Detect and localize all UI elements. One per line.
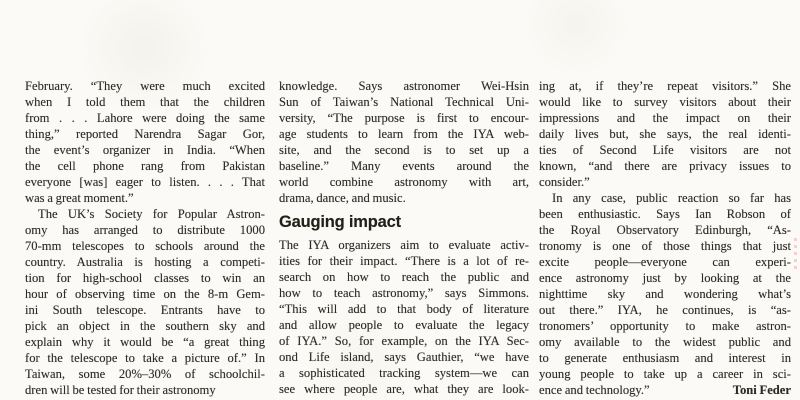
author-byline: Toni Feder — [732, 383, 791, 397]
article-columns — [25, 78, 791, 398]
text-line: was a great moment.” — [25, 191, 134, 205]
text-line: see where people are, what they are look- — [279, 382, 529, 396]
closing-text: ence and technology.” — [539, 383, 650, 397]
text-line: Taiwan, some 20%–30% of schoolchil- — [25, 367, 265, 381]
text-line: drama, dance, and music. — [279, 191, 406, 205]
closing-line — [539, 382, 791, 398]
text-line: search on how to reach the public and — [279, 270, 529, 284]
text-line: ini South telescope. Entrants have to — [25, 303, 265, 317]
text-line: 70-mm telescopes to schools around the — [25, 239, 265, 253]
text-line: “This will add to that body of literature — [279, 302, 529, 316]
text-line: known, “and there are privacy issues to — [539, 159, 791, 173]
text-line: February. “They were much excited — [25, 79, 265, 93]
text-line: knowledge. Says astronomer Wei-Hsin — [279, 79, 529, 93]
text-line: impressions and the impact on their — [539, 111, 791, 125]
text-line: nighttime sky and wondering what’s — [539, 287, 791, 301]
text-line: ities for their impact. “There is a lot of re- — [279, 254, 529, 268]
text-line: when I told them that the children — [25, 95, 265, 109]
text-line: tronomy is one of those things that just — [539, 239, 791, 253]
text-line: ing at, if they’re repeat visitors.” She — [539, 79, 791, 93]
text-line: pick an object in the southern sky and — [25, 319, 265, 333]
text-line: to generate enthusiasm and interest in — [539, 351, 791, 365]
text-line: Sun of Taiwan’s National Technical Uni- — [279, 95, 529, 109]
text-line: a sophisticated tracking system—we can — [279, 366, 529, 380]
text-line: excite people—everyone can experi- — [539, 255, 791, 269]
text-line: for the telescope to take a picture of.” In — [25, 351, 265, 365]
text-line: dren will be tested for their astronomy — [25, 383, 216, 397]
text-line: been enthusiastic. Says Ian Robson of — [539, 207, 791, 221]
text-line: daily lives but, she says, the real identi- — [539, 127, 791, 141]
text-line: young people to take up a career in sci- — [539, 367, 791, 381]
text-line: ond Life island, says Gauthier, “we have — [279, 350, 529, 364]
text-line: explain why it would be “a great thing — [25, 335, 265, 349]
text-line: everyone [was] eager to listen. . . . That — [25, 175, 265, 189]
section-heading: Gauging impact — [279, 213, 401, 231]
text-line: age students to learn from the IYA web- — [279, 127, 529, 141]
text-line: the cell phone rang from Pakistan — [25, 159, 265, 173]
text-line: In any case, public reaction so far has — [552, 191, 791, 205]
text-line: site, and the second is to set up a — [279, 143, 529, 157]
column-left — [25, 78, 265, 398]
scan-edge-artifact — [794, 238, 797, 272]
text-line: omy has arranged to distribute 1000 — [25, 223, 265, 237]
text-line: consider.” — [539, 175, 590, 189]
text-line: how to teach astronomy,” says Simmons. — [279, 286, 529, 300]
text-line: The IYA organizers aim to evaluate activ- — [279, 238, 529, 252]
text-line: the event’s organizer in India. “When — [25, 143, 265, 157]
text-line: tronomers’ opportunity to make astron- — [539, 319, 791, 333]
text-line: country. Australia is hosting a competi- — [25, 255, 265, 269]
text-line: would like to survey visitors about their — [539, 95, 791, 109]
text-line: ties of Second Life visitors are not — [539, 143, 791, 157]
text-line: omy available to the widest public and — [539, 335, 791, 349]
text-line: out there.” IYA, he continues, is “as- — [539, 303, 791, 317]
text-line: tion for high-school classes to win an — [25, 271, 265, 285]
column-right — [539, 78, 791, 398]
text-line: the Royal Observatory Edinburgh, “As- — [539, 223, 791, 237]
text-line: baseline.” Many events around the — [279, 159, 529, 173]
text-line: world combine astronomy with art, — [279, 175, 529, 189]
text-line: thing,” reported Narendra Sagar Gor, — [25, 127, 265, 141]
text-line: ence astronomy just by looking at the — [539, 271, 791, 285]
text-line: hour of observing time on the 8-m Gem- — [25, 287, 265, 301]
text-line: versity, “The purpose is first to encour- — [279, 111, 529, 125]
text-line: The UK’s Society for Popular Astron- — [38, 207, 265, 221]
text-line: from . . . Lahore were doing the same — [25, 111, 265, 125]
text-line: and allow people to evaluate the legacy — [279, 318, 529, 332]
text-line: of IYA.” So, for example, on the IYA Sec- — [279, 334, 529, 348]
column-middle — [279, 78, 529, 398]
